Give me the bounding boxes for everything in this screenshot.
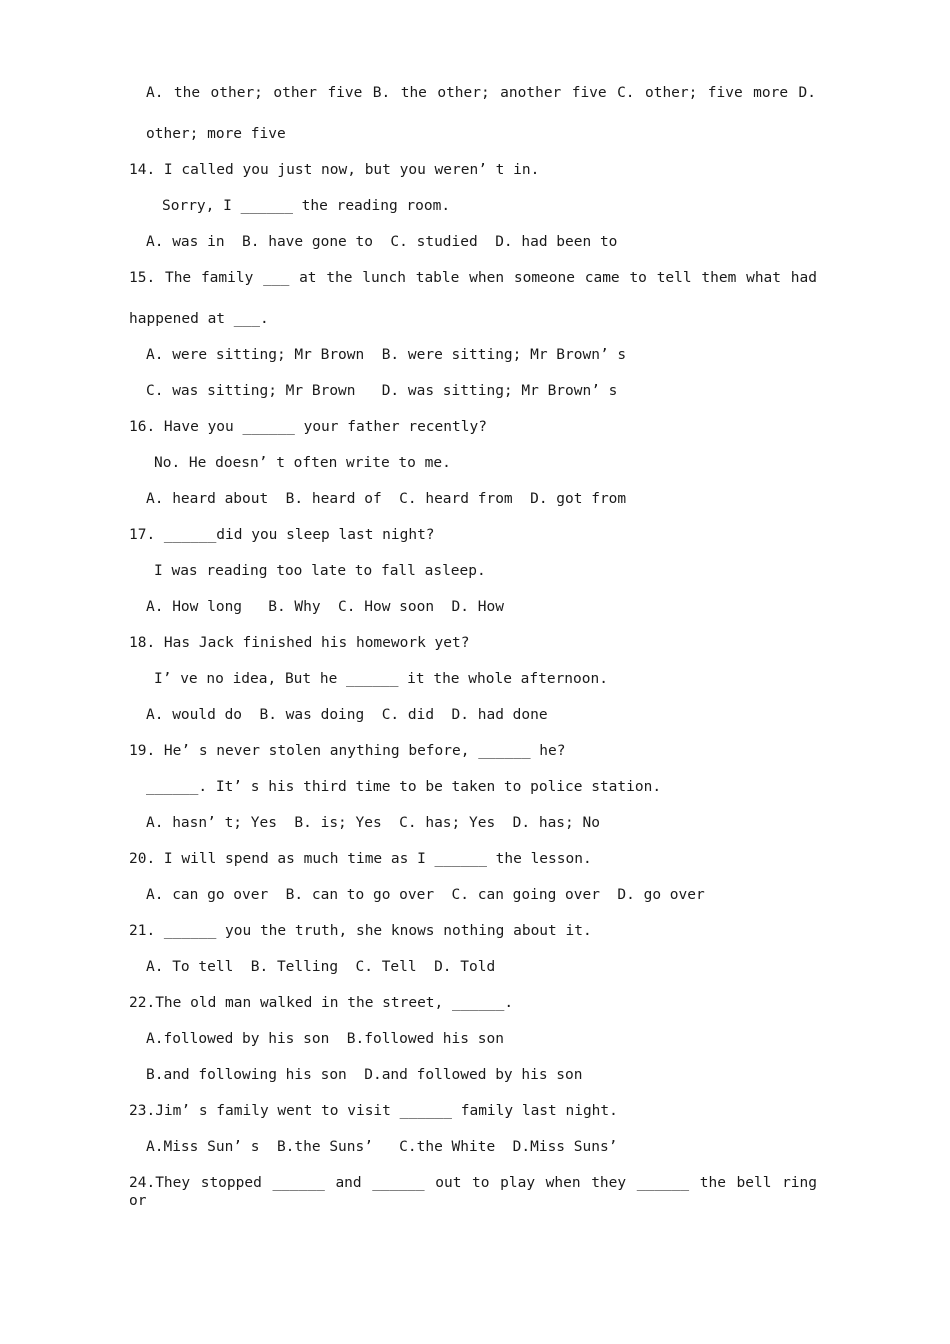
q23-options: A.Miss Sun’ s B.the Suns’ C.the White D.Miss Suns’ — [146, 1139, 618, 1155]
q14-question: 14. I called you just now, but you weren’ t in. — [129, 162, 540, 178]
q21-options: A. To tell B. Telling C. Tell D. Told — [146, 959, 496, 975]
q20-options: A. can go over B. can to go over C. can going over D. go over — [146, 887, 705, 903]
q13-options-line2: other; more five — [146, 126, 286, 142]
q19-question: 19. He’ s never stolen anything before, ______ he? — [129, 743, 566, 759]
q15-options-line1: A. were sitting; Mr Brown B. were sitting; Mr Brown’ s — [146, 347, 627, 363]
q18-question: 18. Has Jack finished his homework yet? — [129, 635, 470, 651]
q18-options: A. would do B. was doing C. did D. had done — [146, 707, 548, 723]
q18-reply: I’ ve no idea, But he ______ it the whole afternoon. — [154, 671, 608, 687]
q19-reply: ______. It’ s his third time to be taken to police station. — [146, 779, 662, 795]
q19-options: A. hasn’ t; Yes B. is; Yes C. has; Yes D. has; No — [146, 815, 600, 831]
q16-reply: No. He doesn’ t often write to me. — [154, 455, 451, 471]
q24-question: 24.They stopped ______ and ______ out to play when they ______ the bell ring or — [129, 1175, 817, 1209]
q20-question: 20. I will spend as much time as I ______ the lesson. — [129, 851, 592, 867]
q17-options: A. How long B. Why C. How soon D. How — [146, 599, 504, 615]
q22-options-line1: A.followed by his son B.followed his son — [146, 1031, 504, 1047]
q22-options-line2: B.and following his son D.and followed by his son — [146, 1067, 583, 1083]
q16-options: A. heard about B. heard of C. heard from D. got from — [146, 491, 627, 507]
q21-question: 21. ______ you the truth, she knows nothing about it. — [129, 923, 592, 939]
q15-question-line1: 15. The family ___ at the lunch table when someone came to tell them what had — [129, 270, 817, 286]
q15-options-line2: C. was sitting; Mr Brown D. was sitting; Mr Brown’ s — [146, 383, 618, 399]
q13-options-line1: A. the other; other five B. the other; another five C. other; five more D. — [146, 85, 816, 101]
q14-options: A. was in B. have gone to C. studied D. had been to — [146, 234, 618, 250]
q14-reply: Sorry, I ______ the reading room. — [162, 198, 451, 214]
q17-reply: I was reading too late to fall asleep. — [154, 563, 486, 579]
q17-question: 17. ______did you sleep last night? — [129, 527, 435, 543]
q23-question: 23.Jim’ s family went to visit ______ family last night. — [129, 1103, 618, 1119]
q16-question: 16. Have you ______ your father recently? — [129, 419, 487, 435]
q15-question-line2: happened at ___. — [129, 311, 269, 327]
q22-question: 22.The old man walked in the street, ______. — [129, 995, 514, 1011]
